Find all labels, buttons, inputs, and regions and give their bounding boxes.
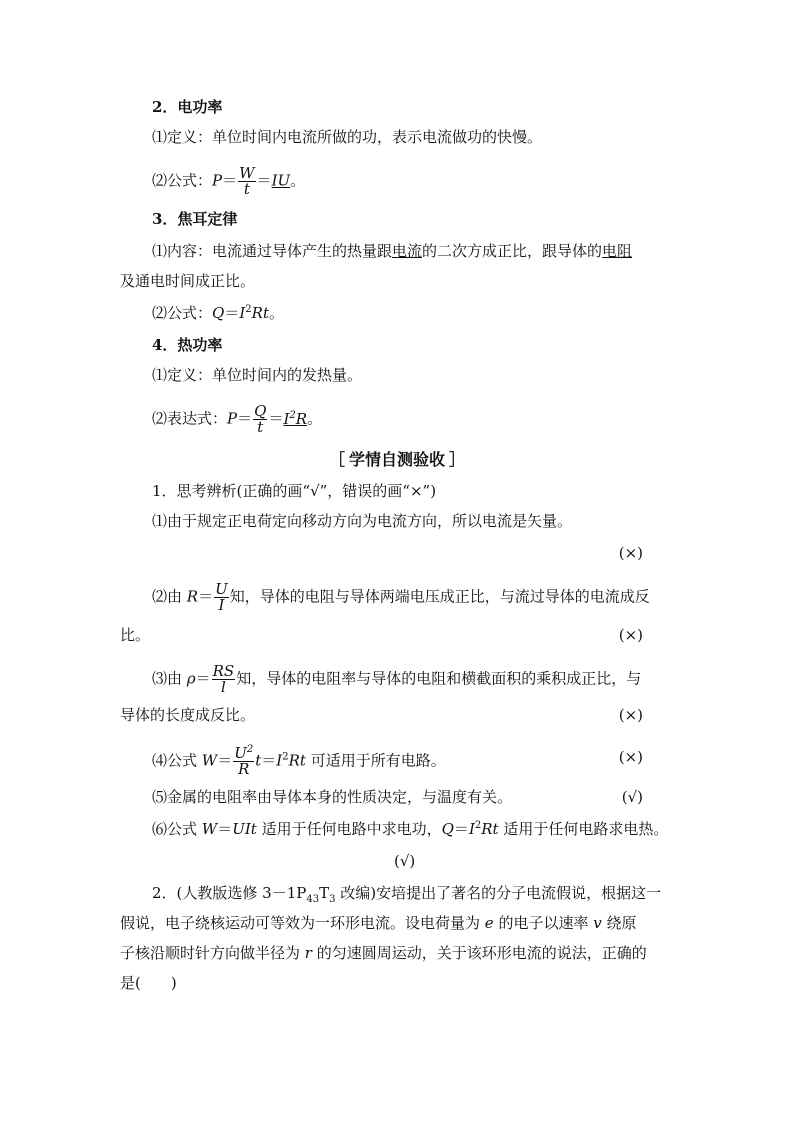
denominator: t (243, 180, 250, 198)
fraction-U-over-I (214, 582, 229, 613)
var-Rt: Rt (288, 751, 306, 770)
fraction-Q-over-t (253, 404, 267, 435)
q1-item1-text: ⑴由于规定正电荷定向移动方向为电流方向，所以电流是矢量。 (152, 512, 573, 530)
var-v: v (593, 914, 602, 932)
answer-IU: IU (271, 171, 291, 190)
q1-item6 (152, 818, 668, 840)
q1-item6-mark: (√) (394, 852, 416, 870)
fraction-W-over-t (238, 166, 255, 197)
var-P: P (227, 409, 238, 428)
var-Q: Q (212, 304, 225, 322)
section-2-heading: 2．电功率 (152, 98, 223, 116)
var-e: e (484, 914, 494, 932)
q1-title: 1．思考辨析(正确的画“√”，错误的画“×”) (152, 482, 437, 500)
section-3-formula (152, 302, 284, 324)
text: ⑵由 (152, 587, 187, 606)
var-Rt: Rt (481, 820, 499, 838)
answer-current: 电流 (392, 242, 423, 260)
equals: ＝ (256, 171, 272, 190)
numerator: Q (254, 402, 267, 420)
var-W: W (201, 751, 218, 770)
equals: ＝ (237, 409, 253, 428)
section-3-content-line2: 及通电时间成正比。 (120, 272, 256, 290)
q2-line3 (120, 942, 647, 964)
text: 适用于任何电路求电热。 (498, 820, 669, 838)
q1-item5-mark: (√) (621, 788, 643, 806)
answer-I2R (283, 410, 307, 428)
banner-title: 学情自测验收 (348, 450, 445, 469)
section-4-expression (152, 404, 322, 435)
text: 知，导体的电阻率与导体的电阻和横截面积的乘积成正比，与 (236, 669, 642, 688)
period: 。 (307, 409, 323, 428)
var-I: I (239, 304, 246, 322)
section-banner (0, 447, 794, 473)
fraction-U2-over-R (233, 746, 254, 777)
equals: ＝ (453, 820, 469, 838)
bracket-right: ］ (449, 450, 466, 469)
q1-item4 (152, 746, 446, 777)
var-R: R (295, 409, 308, 428)
q2-line2 (120, 912, 636, 934)
var-I: I (276, 751, 283, 770)
text: 的匀速圆周运动，关于该环形电流的说法，正确的 (311, 944, 647, 962)
text: 2．(人教版选修 3－1P (152, 884, 307, 902)
section-4-definition: ⑴定义：单位时间内的发热量。 (152, 366, 363, 384)
text: ⑹公式 (152, 820, 202, 838)
text: 适用于任何电路中求电功， (256, 820, 442, 838)
text: 的电子以速率 (493, 914, 594, 932)
section-4-heading: 4．热功率 (152, 336, 223, 354)
section-3-content-line1 (152, 240, 632, 262)
var-P: P (212, 171, 223, 190)
var-t: t (255, 751, 262, 770)
equals: ＝ (217, 820, 233, 838)
period: 。 (268, 304, 284, 322)
equals: ＝ (268, 409, 284, 428)
q1-item2-mark: (×) (618, 626, 643, 644)
equals: ＝ (261, 751, 277, 770)
section-2-formula (152, 166, 305, 197)
equals: ＝ (217, 751, 233, 770)
q1-item3-line2: 导体的长度成反比。 (120, 706, 256, 724)
equals: ＝ (198, 587, 214, 606)
denominator: t (257, 418, 264, 436)
var-rho: ρ (186, 669, 196, 688)
q1-item3-line1 (152, 664, 641, 695)
numerator: U (215, 580, 228, 598)
q1-item2-line1 (152, 582, 650, 613)
fraction-RS-over-l (212, 664, 236, 695)
bracket-left: ［ (328, 450, 345, 469)
formula-label: ⑵公式： (152, 171, 213, 190)
var-UIt: UIt (232, 820, 257, 838)
text: 子核沿顺时针方向做半径为 (120, 944, 305, 962)
subscript: 3 (329, 894, 336, 905)
period: 。 (290, 171, 306, 190)
section-2-definition: ⑴定义：单位时间内电流所做的功，表示电流做功的快慢。 (152, 128, 543, 146)
q1-item2-line2: 比。 (120, 626, 151, 644)
text: T (319, 884, 330, 902)
var-I: I (468, 820, 475, 838)
var-Rt: Rt (251, 304, 269, 322)
var-r: r (304, 944, 312, 962)
denominator: R (238, 760, 250, 778)
text: 的二次方成正比，跟导体的 (422, 242, 603, 260)
text: 假说，电子绕核运动可等效为一环形电流。设电荷量为 (120, 914, 485, 932)
text: 可适用于所有电路。 (305, 751, 446, 770)
q2-line4: 是( ) (120, 974, 177, 992)
section-3-heading: 3．焦耳定律 (152, 210, 238, 228)
text: ⑶由 (152, 669, 187, 688)
formula-label: ⑵公式： (152, 304, 213, 322)
var-U: U (234, 744, 247, 762)
numerator: W (239, 164, 255, 182)
subscript: 43 (306, 894, 320, 905)
text: 知，导体的电阻与导体两端电压成正比，与流过导体的电流成反 (229, 587, 650, 606)
answer-resistance: 电阻 (602, 242, 633, 260)
denominator: I (218, 596, 225, 614)
equals: ＝ (222, 171, 238, 190)
text: ⑴内容：电流通过导体产生的热量跟 (152, 242, 393, 260)
var-R: R (186, 587, 199, 606)
q2-line1 (152, 882, 661, 904)
denominator: l (221, 678, 226, 696)
q1-item3-mark: (×) (618, 706, 643, 724)
text: ⑷公式 (152, 751, 202, 770)
var-Q: Q (441, 820, 454, 838)
equals: ＝ (195, 669, 211, 688)
exponent: 2 (245, 304, 252, 315)
q1-item5-text: ⑸金属的电阻率由导体本身的性质决定，与温度有关。 (152, 788, 513, 806)
exponent: 2 (289, 409, 296, 421)
text: 绕原 (601, 914, 637, 932)
q1-item4-mark: (×) (618, 748, 643, 766)
var-I: I (283, 409, 290, 428)
q1-item1-mark: (×) (618, 544, 643, 562)
exponent: 2 (282, 751, 289, 763)
exponent: 2 (246, 744, 254, 755)
var-W: W (201, 820, 218, 838)
equals: ＝ (224, 304, 240, 322)
numerator: RS (212, 662, 235, 680)
text: 改编)安培提出了著名的分子电流假说，根据这一 (335, 884, 662, 902)
formula-label: ⑵表达式： (152, 409, 228, 428)
exponent: 2 (474, 820, 482, 831)
